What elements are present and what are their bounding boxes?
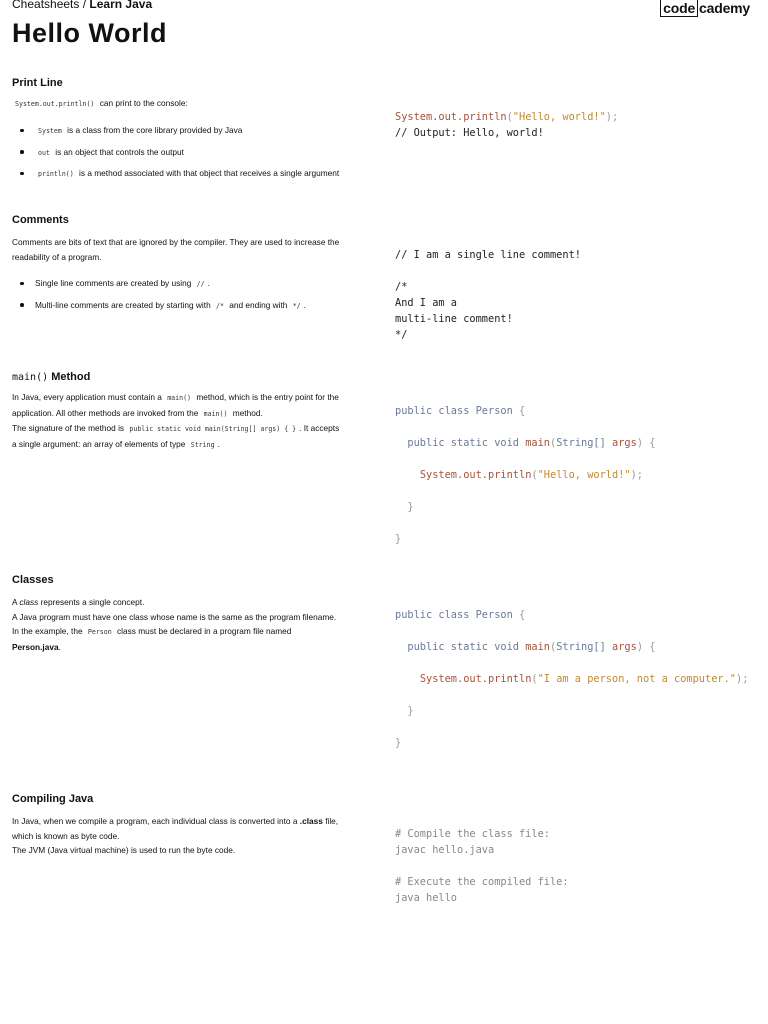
main-method-description (12, 390, 342, 452)
bullet-text: Multi-line comments are created by starting with (35, 299, 211, 310)
code-token: { (649, 641, 656, 653)
code-token: String[] (556, 437, 606, 449)
code-token: ) (636, 437, 644, 449)
breadcrumb-separator: / (82, 0, 87, 11)
code-token: Person (475, 405, 513, 417)
title-code: main() (12, 372, 49, 383)
code-token: } (407, 705, 414, 717)
inline-code: System.out.println() (15, 100, 95, 108)
desc-text: method, which is the entry point for the application. All other methods are invoked from the (12, 392, 339, 418)
desc-text: . (58, 641, 61, 652)
code-token: System.out.println (395, 111, 507, 123)
code-token: ); (630, 469, 644, 481)
comments-description (12, 235, 342, 264)
code-block-classes (395, 607, 760, 751)
inline-code: out (38, 148, 50, 157)
code-token: "Hello, world!" (537, 469, 631, 481)
code-block-compiling (395, 826, 760, 906)
list-item (20, 166, 340, 182)
inline-code: main() (167, 394, 192, 402)
desc-emphasis: class (19, 597, 39, 607)
comments-bullets (20, 276, 340, 319)
inline-code: main() (203, 409, 228, 418)
logo-rest-text: cademy (699, 0, 750, 16)
code-token: args (612, 437, 637, 449)
code-token: String[] (556, 641, 606, 653)
inline-code: // (196, 280, 205, 288)
code-token: public class (395, 609, 470, 621)
logo-box-text: code (660, 0, 698, 17)
code-token: public class (395, 405, 470, 417)
code-block-comments (395, 247, 760, 343)
bullet-dot-icon (20, 150, 24, 154)
bullet-dot-icon (20, 172, 24, 176)
list-item (20, 123, 340, 139)
desc-text: The JVM (Java virtual machine) is used to run the byte code. (12, 845, 236, 855)
codecademy-logo[interactable] (660, 0, 750, 16)
code-token: And I am a (395, 297, 457, 309)
desc-strong: .class (299, 816, 323, 826)
inline-code: String (190, 440, 215, 449)
code-block-print-line (395, 109, 760, 141)
code-token: ); (605, 111, 619, 123)
inline-code: /* (216, 301, 224, 310)
section-title-main-method (12, 371, 90, 383)
desc-text: represents a single concept. (40, 597, 145, 607)
code-token: main (525, 437, 551, 449)
code-token: ); (736, 673, 749, 685)
desc-text: In Java, every application must contain a (12, 392, 162, 402)
inline-code: public static void main(String[] args) { } (129, 425, 297, 433)
bullet-text: and ending with (229, 299, 288, 310)
desc-text: Comments are bits of text that are ignored by the compiler. They are used to increase the readability of a program. (12, 237, 340, 262)
code-token: multi-line comment! (395, 313, 513, 325)
page-title: Hello World (12, 18, 168, 48)
code-token: public static void (407, 641, 519, 653)
inline-code: Person (87, 628, 112, 636)
breadcrumb-current: Learn Java (89, 0, 153, 11)
bullet-text: is an object that controls the output (55, 146, 184, 157)
code-token: { (649, 437, 656, 449)
code-token: "Hello, world!" (512, 111, 606, 123)
print-line-description (12, 96, 342, 112)
list-item (20, 276, 340, 292)
inline-code: System (38, 127, 62, 135)
bullet-text: is a class from the core library provided by Java (67, 125, 243, 135)
desc-text: can print to the console: (99, 98, 188, 108)
code-token: # Execute the compiled file: (395, 876, 569, 888)
section-title-comments: Comments (12, 214, 69, 226)
desc-text: method. (232, 407, 263, 418)
bullet-dot-icon (20, 282, 24, 286)
section-title-compiling-java: Compiling Java (12, 793, 94, 805)
code-token: public static void (407, 437, 519, 449)
breadcrumb (12, 0, 152, 11)
code-token: System.out.println (419, 469, 532, 481)
inline-code: println() (38, 170, 74, 178)
code-token: } (407, 501, 414, 513)
section-title-print-line: Print Line (12, 77, 63, 89)
bullet-text: . (303, 299, 306, 310)
section-title-classes: Classes (12, 574, 54, 586)
desc-text: . (217, 438, 220, 449)
code-token: */ (395, 329, 408, 341)
desc-text: class must be declared in a program file named (117, 626, 292, 636)
classes-description (12, 595, 342, 654)
code-token: java hello (395, 892, 457, 904)
desc-strong: Person.java (12, 641, 59, 652)
list-item (20, 298, 340, 314)
breadcrumb-cheatsheets-link[interactable]: Cheatsheets (12, 0, 80, 11)
desc-text: A Java program must have one class whose name is the same as the program filename. (12, 611, 337, 622)
code-token: ( (531, 673, 538, 685)
list-item (20, 145, 340, 161)
code-token: ( (550, 437, 557, 449)
code-token: // I am a single line comment! (395, 249, 581, 261)
code-token: main (525, 641, 551, 653)
bullet-dot-icon (20, 129, 24, 133)
desc-text: In the example, the (12, 626, 83, 636)
code-token: "I am a person, not a computer." (537, 673, 736, 685)
code-token: # Compile the class file: (395, 828, 550, 840)
code-token: // Output: Hello, world! (395, 127, 544, 139)
code-token: } (395, 533, 402, 545)
desc-text: In Java, when we compile a program, each individual class is converted into a (12, 816, 298, 826)
bullet-text: is a method associated with that object that receives a single argument (79, 168, 340, 178)
compiling-description (12, 814, 342, 858)
code-token: { (519, 609, 526, 621)
code-token: } (395, 737, 402, 749)
title-text: Method (51, 371, 91, 383)
desc-text: The signature of the method is (12, 423, 125, 433)
print-line-bullets (20, 123, 340, 188)
code-token: javac hello.java (395, 844, 495, 856)
code-token: /* (395, 281, 408, 293)
code-token: args (612, 641, 637, 653)
code-token: Person (475, 609, 513, 621)
code-token: System.out.println (419, 673, 532, 685)
code-token: ( (550, 641, 557, 653)
code-token: { (519, 405, 526, 417)
desc-text: . It accepts a single argument: an array of elements of type (12, 423, 340, 449)
code-block-main-method (395, 403, 760, 547)
desc-text: A (12, 597, 18, 607)
desc-text: file, which is known as byte code. (12, 816, 339, 841)
inline-code: */ (292, 301, 301, 310)
bullet-dot-icon (20, 303, 24, 307)
code-token: ( (531, 469, 538, 481)
code-token: ) (636, 641, 644, 653)
bullet-text: Single line comments are created by using (35, 278, 192, 288)
code-token: ( (506, 111, 513, 123)
bullet-text: . (207, 278, 210, 288)
